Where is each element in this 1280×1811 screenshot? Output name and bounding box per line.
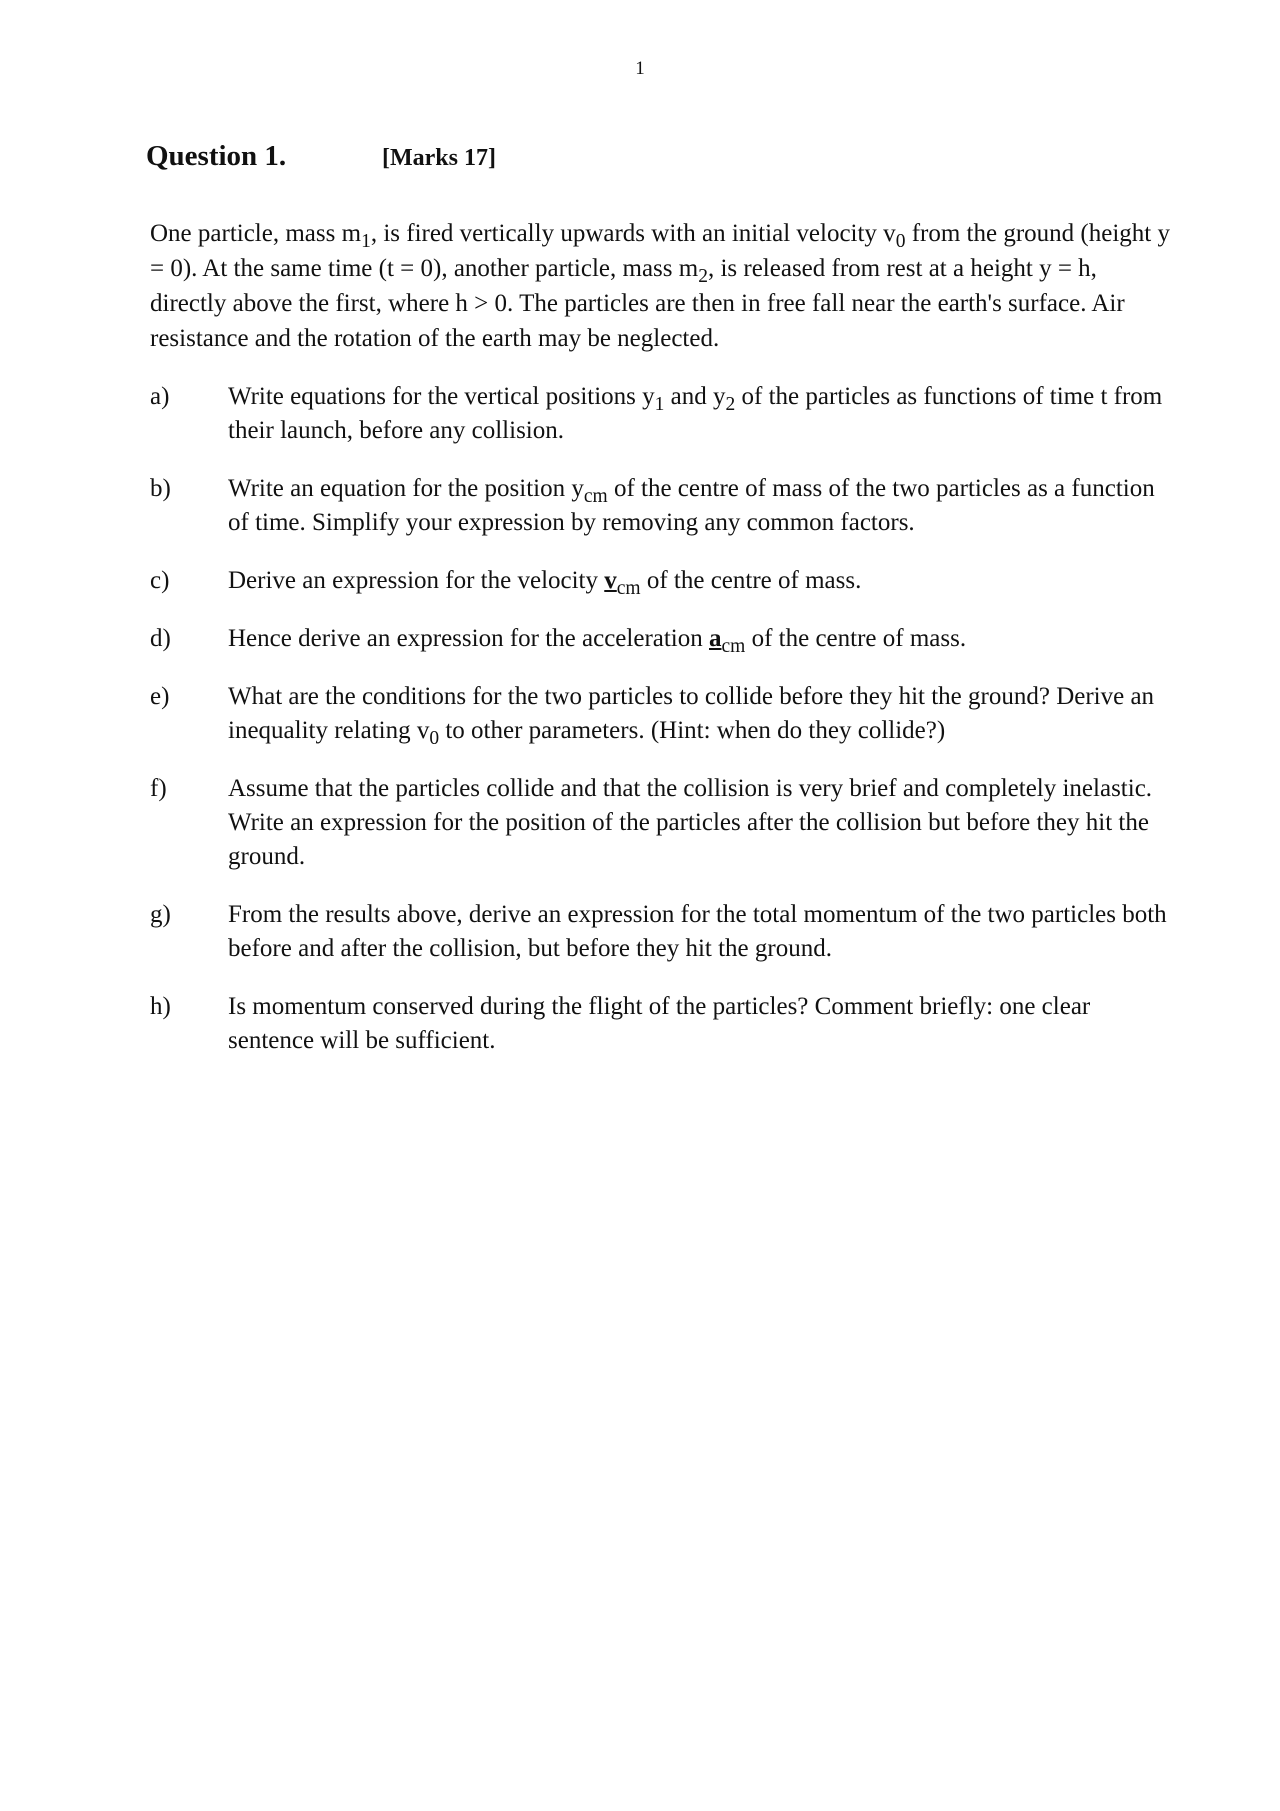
part-label: a) <box>150 383 170 410</box>
subscript: cm <box>583 486 608 507</box>
part-label: f) <box>150 775 167 802</box>
part-a <box>150 380 1180 448</box>
part-c <box>150 564 1180 598</box>
part-text: From the results above, derive an expression for the total momentum of the two particles both before and after the collision, but before they hit the ground. <box>228 901 1167 962</box>
part-label: b) <box>150 475 171 502</box>
part-text: Is momentum conserved during the flight of the particles? Comment briefly: one clear sentence will be sufficient. <box>228 993 1091 1054</box>
vector-symbol: a <box>709 625 722 652</box>
part-text: Assume that the particles collide and that the collision is very brief and completely inelastic. Write an expression for the position of the particles after the collision but before they hit the ground. <box>228 775 1153 870</box>
part-label: d) <box>150 625 171 652</box>
part-text: What are the conditions for the two particles to collide before they hit the ground? Derive an inequality relating $v_0$ to other parameters. (Hint: when do they collide?) <box>228 683 1155 749</box>
part-g <box>150 898 1180 966</box>
question-parts <box>150 380 1180 1082</box>
part-e <box>150 680 1180 748</box>
part-label: e) <box>150 683 170 710</box>
part-f <box>150 772 1180 874</box>
intro-text: , is fired vertically upwards with an initial velocity v <box>370 220 896 247</box>
part-b <box>150 472 1180 540</box>
subscript: 2 <box>725 394 736 415</box>
subscript: 0 <box>895 231 906 252</box>
question-title: Question 1. <box>146 140 287 172</box>
intro-text: from the ground (height y = 0). At the same time (t = 0), another particle, mass m <box>150 220 1170 282</box>
part-d <box>150 622 1180 656</box>
part-text: Hence derive an expression for the acceleration $a_{cm}$ of the centre of mass. <box>228 625 967 657</box>
intro-text: , is released from rest at a height y = h, directly above the first, where h > 0. The particles are then in free fall near the earth's surface. Air resistance and the rotation of the earth may be neglected. <box>150 255 1125 352</box>
page-number: 1 <box>635 58 645 79</box>
part-label: c) <box>150 567 170 594</box>
part-label: g) <box>150 901 171 928</box>
subscript: cm <box>616 578 641 599</box>
vector-symbol: v <box>604 567 617 594</box>
question-header <box>146 140 496 173</box>
subscript: 1 <box>361 231 371 252</box>
subscript: cm <box>721 636 746 657</box>
part-text: Write an equation for the position $y_{cm}$ of the centre of mass of the two particles as a function of time. Simplify your expression by removing any common factors. <box>228 475 1155 536</box>
part-h <box>150 990 1180 1058</box>
subscript: 2 <box>698 266 708 287</box>
intro-text: One particle, mass m <box>150 220 362 247</box>
question-intro <box>150 216 1170 356</box>
part-label: h) <box>150 993 171 1020</box>
part-text: Write equations for the vertical positions $y_1$ and $y_2$ of the particles as functions of time t from their launch, before any collision. <box>228 383 1163 444</box>
subscript: 0 <box>429 728 440 749</box>
subscript: 1 <box>654 394 665 415</box>
marks-label: [Marks 17] <box>382 145 496 171</box>
part-text: Derive an expression for the velocity $v_{cm}$ of the centre of mass. <box>228 567 862 599</box>
